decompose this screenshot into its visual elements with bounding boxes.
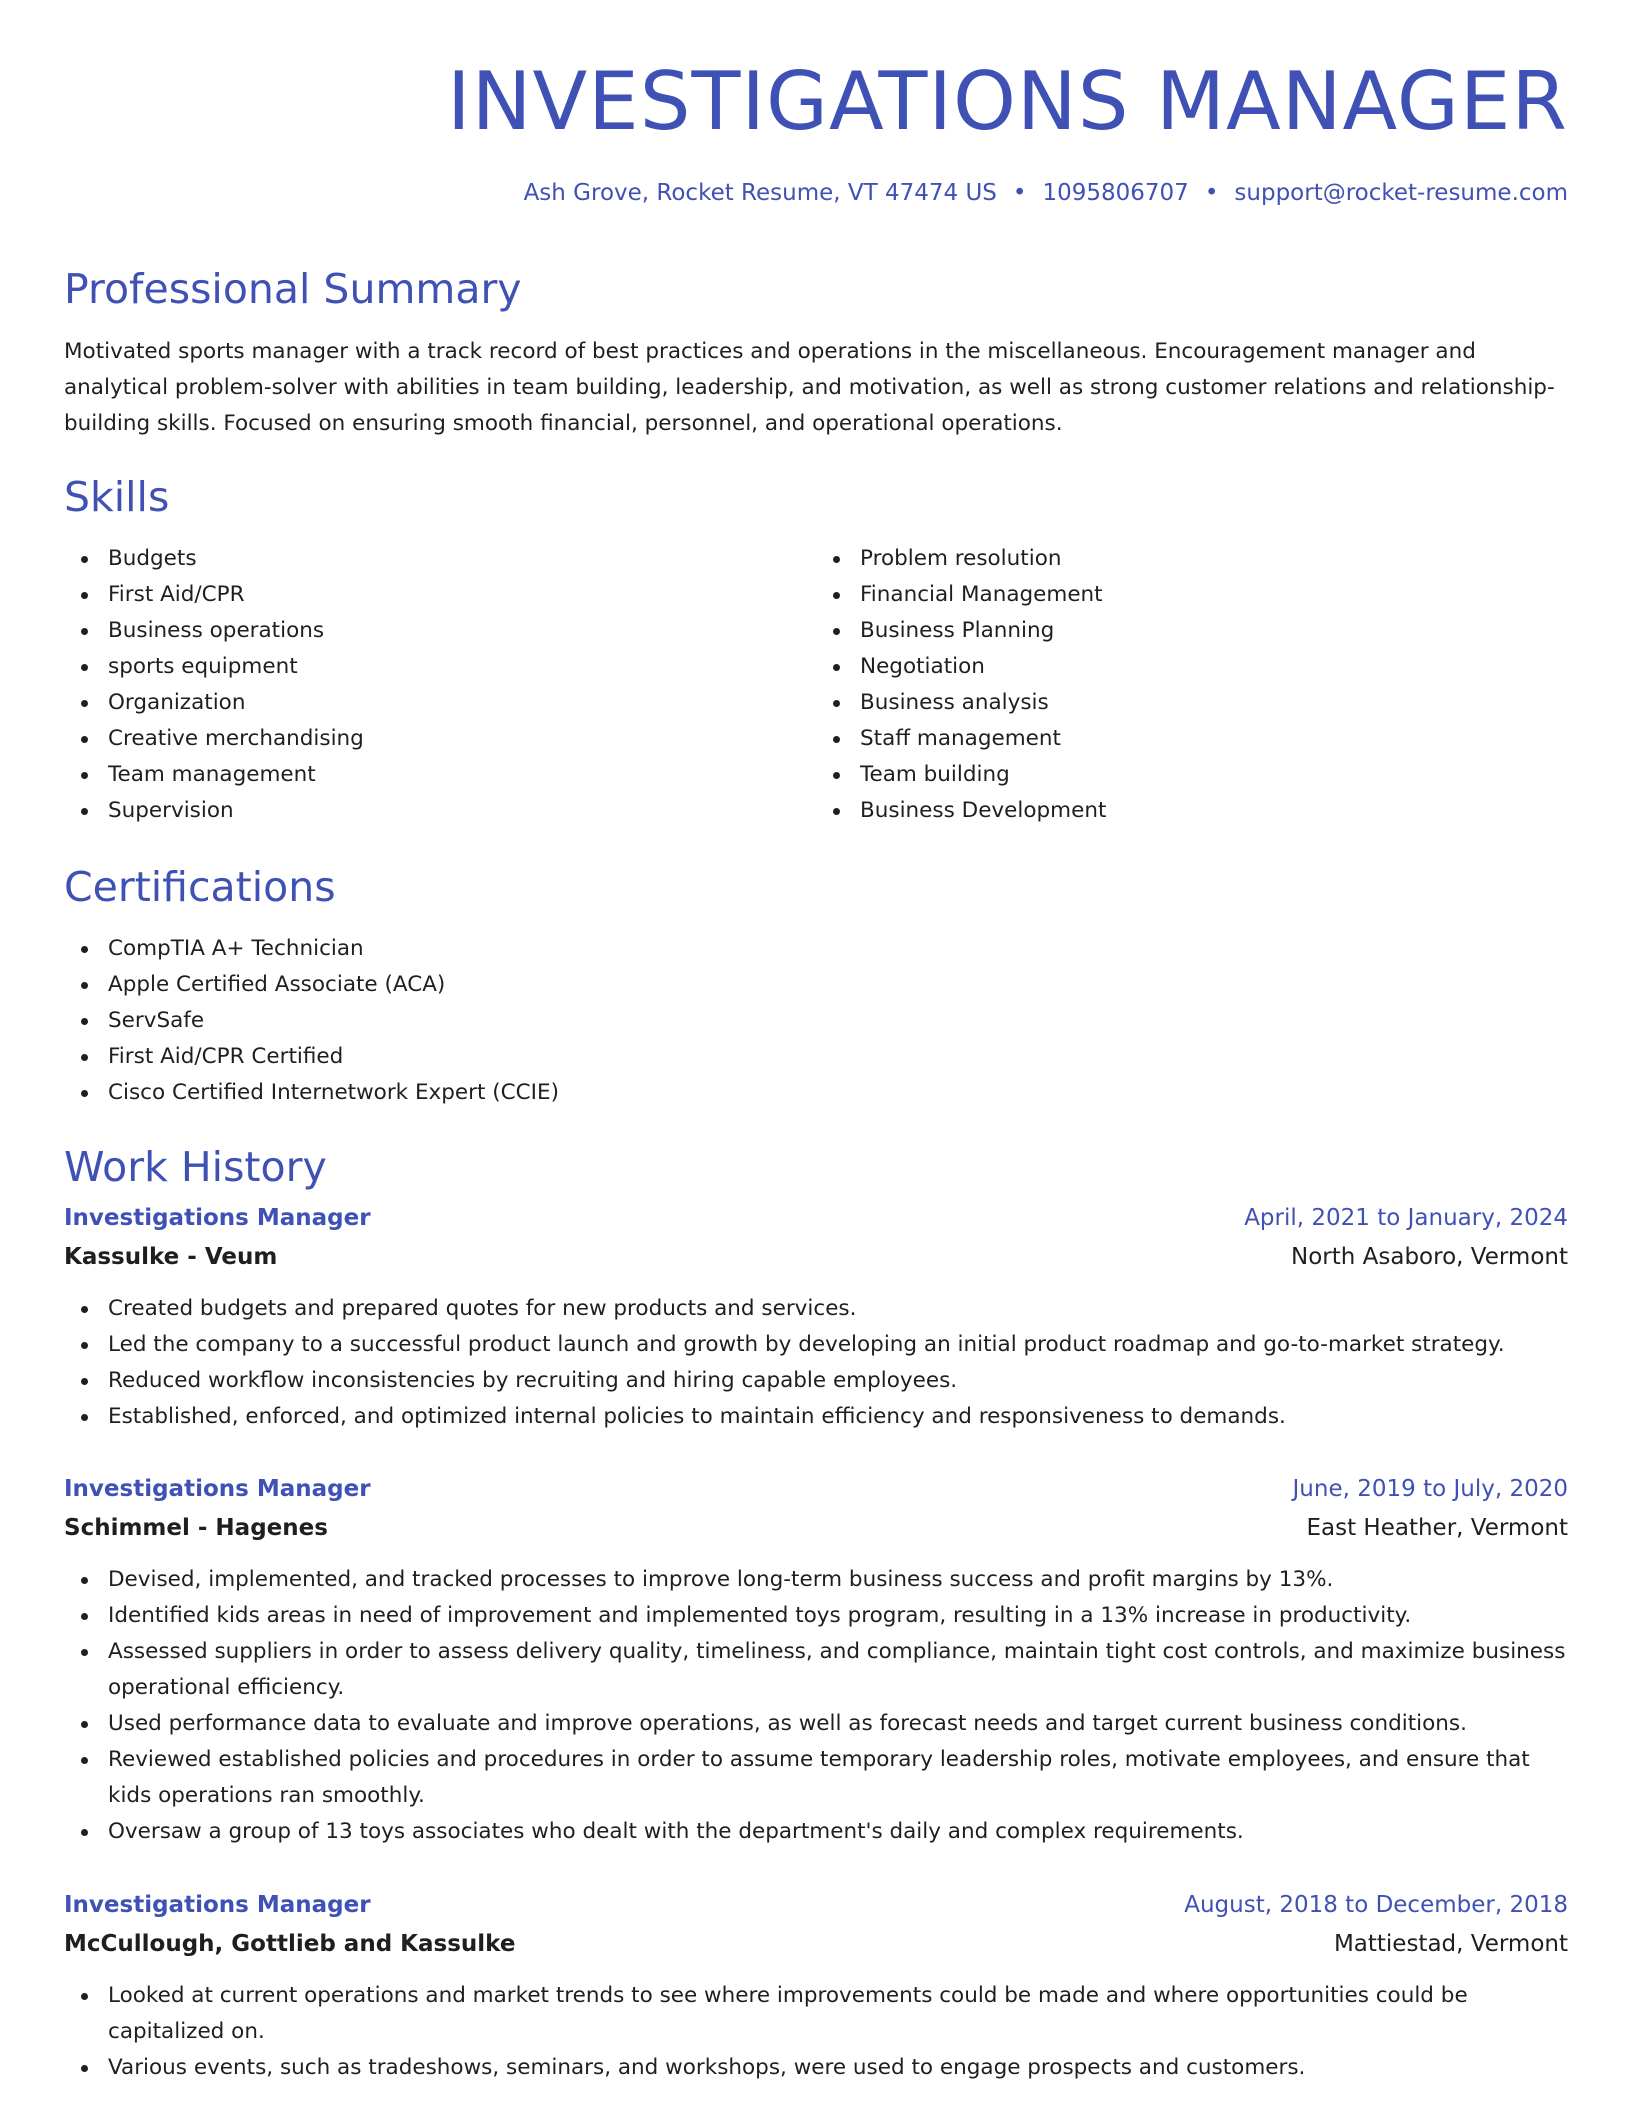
job-header bbox=[64, 1470, 1568, 1509]
job-dates: August, 2018 to December, 2018 bbox=[1184, 1892, 1568, 1918]
certification-item: CompTIA A+ Technician bbox=[108, 931, 1568, 967]
contact-separator: • bbox=[1012, 180, 1027, 206]
job-location: North Asaboro, Vermont bbox=[1291, 1244, 1568, 1270]
skill-item: Organization bbox=[108, 685, 816, 721]
job-location: East Heather, Vermont bbox=[1306, 1515, 1568, 1541]
job-bullet: Devised, implemented, and tracked processes to improve long-term business success and profit margins by 13%. bbox=[108, 1562, 1568, 1598]
job-bullets bbox=[64, 1562, 1568, 1850]
skills-heading: Skills bbox=[64, 473, 170, 521]
certification-item: ServSafe bbox=[108, 1003, 1568, 1039]
job-header bbox=[64, 1886, 1568, 1925]
job-company: McCullough, Gottlieb and Kassulke bbox=[64, 1931, 516, 1957]
skill-item: Financial Management bbox=[860, 577, 1568, 613]
work-history-heading: Work History bbox=[64, 1143, 327, 1191]
summary-text: Motivated sports manager with a track record of best practices and operations in the miscellaneous. Encouragement manager and analytical problem-solver with abilities in team building, leadership, and motivation, as well as strong customer relations and relationship-building skills. Focused on ensuring smooth financial, personnel, and operational operations. bbox=[64, 339, 1555, 436]
job-dates: June, 2019 to July, 2020 bbox=[1292, 1476, 1568, 1502]
certification-item: Apple Certified Associate (ACA) bbox=[108, 967, 1568, 1003]
certification-item: First Aid/CPR Certified bbox=[108, 1039, 1568, 1075]
skill-item: Business analysis bbox=[860, 685, 1568, 721]
resume-name-heading: INVESTIGATIONS MANAGER bbox=[447, 55, 1568, 148]
job-entry bbox=[64, 1199, 1568, 1435]
job-dates: April, 2021 to January, 2024 bbox=[1244, 1205, 1568, 1231]
job-bullets bbox=[64, 1978, 1568, 2086]
skills-column-left bbox=[64, 541, 816, 829]
contact-separator: • bbox=[1204, 180, 1219, 206]
job-subheader bbox=[64, 1238, 1568, 1277]
job-subheader bbox=[64, 1509, 1568, 1548]
summary-heading: Professional Summary bbox=[64, 265, 522, 313]
job-bullet: Created budgets and prepared quotes for new products and services. bbox=[108, 1291, 1568, 1327]
certifications-list bbox=[64, 931, 1568, 1111]
skill-item: Team management bbox=[108, 757, 816, 793]
contact-email[interactable]: support@rocket-resume.com bbox=[1234, 180, 1568, 206]
job-company: Schimmel - Hagenes bbox=[64, 1515, 328, 1541]
skill-item: Creative merchandising bbox=[108, 721, 816, 757]
skill-item: sports equipment bbox=[108, 649, 816, 685]
job-bullet: Led the company to a successful product launch and growth by developing an initial product roadmap and go-to-market strategy. bbox=[108, 1327, 1568, 1363]
skill-item: First Aid/CPR bbox=[108, 577, 816, 613]
job-title: Investigations Manager bbox=[64, 1205, 371, 1231]
skills-column-right bbox=[816, 541, 1568, 829]
job-bullet: Various events, such as tradeshows, seminars, and workshops, were used to engage prospects and customers. bbox=[108, 2050, 1568, 2086]
job-subheader bbox=[64, 1925, 1568, 1964]
job-location: Mattiestad, Vermont bbox=[1333, 1931, 1568, 1957]
skill-item: Budgets bbox=[108, 541, 816, 577]
certification-item: Cisco Certified Internetwork Expert (CCIE) bbox=[108, 1075, 1568, 1111]
contact-address: Ash Grove, Rocket Resume, VT 47474 US bbox=[523, 180, 997, 206]
skill-item: Staff management bbox=[860, 721, 1568, 757]
contact-phone: 1095806707 bbox=[1042, 180, 1189, 206]
job-bullet: Reviewed established policies and procedures in order to assume temporary leadership roles, motivate employees, and ensure that kids operations ran smoothly. bbox=[108, 1742, 1568, 1814]
skill-item: Supervision bbox=[108, 793, 816, 829]
certifications-heading: Certifications bbox=[64, 863, 336, 911]
skill-item: Business Development bbox=[860, 793, 1568, 829]
job-bullet: Oversaw a group of 13 toys associates who dealt with the department's daily and complex requirements. bbox=[108, 1814, 1568, 1850]
job-entry bbox=[64, 1470, 1568, 1850]
skill-item: Problem resolution bbox=[860, 541, 1568, 577]
skill-item: Team building bbox=[860, 757, 1568, 793]
job-title: Investigations Manager bbox=[64, 1476, 371, 1502]
job-entry bbox=[64, 1886, 1568, 2086]
job-bullet: Assessed suppliers in order to assess delivery quality, timeliness, and compliance, maintain tight cost controls, and maximize business operational efficiency. bbox=[108, 1634, 1568, 1706]
job-header bbox=[64, 1199, 1568, 1238]
skill-item: Business operations bbox=[108, 613, 816, 649]
contact-line bbox=[524, 180, 1568, 206]
job-title: Investigations Manager bbox=[64, 1892, 371, 1918]
job-bullet: Used performance data to evaluate and improve operations, as well as forecast needs and target current business conditions. bbox=[108, 1706, 1568, 1742]
job-bullet: Identified kids areas in need of improvement and implemented toys program, resulting in a 13% increase in productivity. bbox=[108, 1598, 1568, 1634]
job-company: Kassulke - Veum bbox=[64, 1244, 278, 1270]
job-bullet: Established, enforced, and optimized internal policies to maintain efficiency and responsiveness to demands. bbox=[108, 1399, 1568, 1435]
skills-list bbox=[64, 541, 1568, 829]
certifications-bullets bbox=[64, 931, 1568, 1111]
job-bullet: Reduced workflow inconsistencies by recruiting and hiring capable employees. bbox=[108, 1363, 1568, 1399]
skill-item: Business Planning bbox=[860, 613, 1568, 649]
skill-item: Negotiation bbox=[860, 649, 1568, 685]
job-bullet: Looked at current operations and market trends to see where improvements could be made and where opportunities could be capitalized on. bbox=[108, 1978, 1568, 2050]
job-bullets bbox=[64, 1291, 1568, 1435]
